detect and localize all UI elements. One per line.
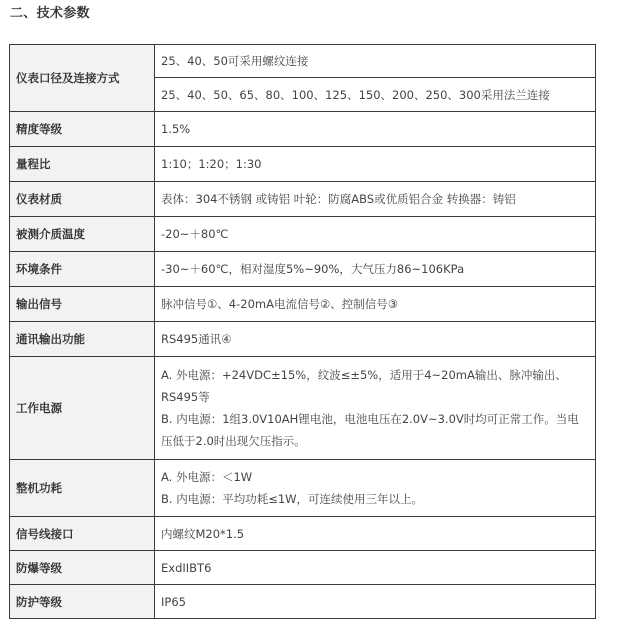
table-row <box>10 112 596 147</box>
table-row <box>10 147 596 182</box>
row-value-range-ratio: 1:10；1:20；1:30 <box>155 147 596 182</box>
row-label-power: 工作电源 <box>10 357 155 460</box>
section-heading: 二、技术参数 <box>10 6 90 21</box>
table-row <box>10 357 596 460</box>
row-value-signal-port: 内螺纹M20*1.5 <box>155 517 596 551</box>
row-value-environment: -30~＋60℃，相对湿度5%~90%，大气压力86~106KPa <box>155 252 596 287</box>
row-value-caliber-thread: 25、40、50可采用螺纹连接 <box>155 45 596 78</box>
table-row <box>10 460 596 517</box>
table-row <box>10 585 596 619</box>
row-value-power <box>155 357 596 460</box>
table-row <box>10 551 596 585</box>
table-row <box>10 322 596 357</box>
row-value-protection: IP65 <box>155 585 596 619</box>
row-label-medium-temp: 被测介质温度 <box>10 217 155 252</box>
row-label-protection: 防护等级 <box>10 585 155 619</box>
row-label-range-ratio: 量程比 <box>10 147 155 182</box>
row-value-output: 脉冲信号①、4-20mA电流信号②、控制信号③ <box>155 287 596 322</box>
row-value-medium-temp: -20~＋80℃ <box>155 217 596 252</box>
row-label-material: 仪表材质 <box>10 182 155 217</box>
table-row <box>10 45 596 78</box>
row-value-accuracy: 1.5% <box>155 112 596 147</box>
row-value-caliber-flange: 25、40、50、65、80、100、125、150、200、250、300采用法兰连接 <box>155 78 596 112</box>
row-label-comm: 通讯输出功能 <box>10 322 155 357</box>
consumption-line-b: B. 内电源：平均功耗≤1W，可连续使用三年以上。 <box>161 492 424 506</box>
table-row <box>10 252 596 287</box>
table-row <box>10 182 596 217</box>
consumption-line-a: A. 外电源：＜1W <box>161 470 253 484</box>
row-label-accuracy: 精度等级 <box>10 112 155 147</box>
row-label-environment: 环境条件 <box>10 252 155 287</box>
row-label-signal-port: 信号线接口 <box>10 517 155 551</box>
table-row <box>10 217 596 252</box>
row-value-material: 表体：304不锈钢 或铸铝 叶轮：防腐ABS或优质铝合金 转换器：铸铝 <box>155 182 596 217</box>
row-value-comm: RS495通讯④ <box>155 322 596 357</box>
spec-table <box>9 44 596 619</box>
power-line-b: B. 内电源：1组3.0V10AH锂电池，电池电压在2.0V~3.0V时均可正常工作。当电压低于2.0时出现欠压指示。 <box>161 412 579 448</box>
row-label-output: 输出信号 <box>10 287 155 322</box>
row-value-explosion: ExdIIBT6 <box>155 551 596 585</box>
row-value-consumption <box>155 460 596 517</box>
table-row <box>10 287 596 322</box>
power-line-a: A. 外电源：+24VDC±15%，纹波≤±5%，适用于4~20mA输出、脉冲输出、RS495等 <box>161 368 567 404</box>
row-label-consumption: 整机功耗 <box>10 460 155 517</box>
row-label-explosion: 防爆等级 <box>10 551 155 585</box>
table-row <box>10 517 596 551</box>
row-label-caliber: 仪表口径及连接方式 <box>10 45 155 112</box>
